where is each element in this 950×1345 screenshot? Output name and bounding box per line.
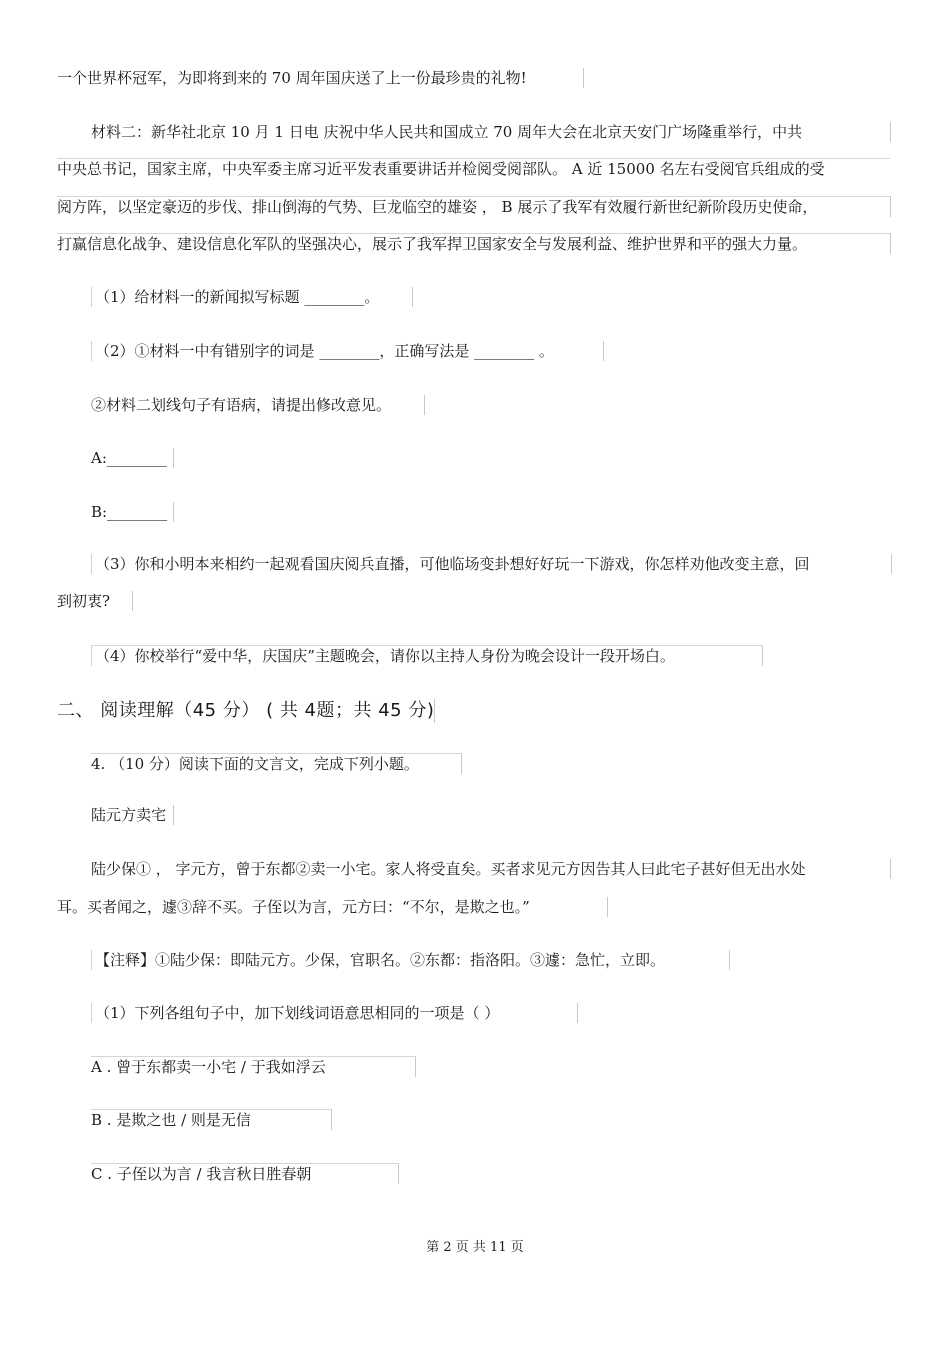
question-3-line-2: 到初衷? <box>57 591 133 611</box>
material-one-last-line: 一个世界杯冠军，为即将到来的 70 周年国庆送了上一份最珍贵的礼物! <box>57 68 584 88</box>
question-2-grammar: ②材料二划线句子有语病，请提出修改意见。 <box>91 395 425 415</box>
passage-notes: 【注释】①陆少保：即陆元方。少保，官职名。②东都：指洛阳。③遽：急忙，立即。 <box>91 950 730 970</box>
sub-question-1: （1）下列各组句子中，加下划线词语意思相同的一项是（ ） <box>91 1003 578 1023</box>
material-two-line-3: 阅方阵，以坚定豪迈的步伐、排山倒海的气势、巨龙临空的雄姿 ， B 展示了我军有效履行新世纪新阶段历史使命， <box>57 196 891 217</box>
material-two-line-2: 中央总书记，国家主席，中央军委主席习近平发表重要讲话并检阅受阅部队。 A 近 15000 名左右受阅官兵组成的受 <box>57 158 890 179</box>
passage-line-2: 耳。买者闻之，遽③辞不买。子侄以为言，元方曰：“不尔，是欺之也。” <box>57 897 608 917</box>
answer-b-blank: B:________ <box>91 502 174 522</box>
material-two-line-1: 材料二：新华社北京 10 月 1 日电 庆祝中华人民共和国成立 70 周年大会在北京天安门广场隆重举行，中共 <box>91 122 891 142</box>
question-4-prompt: 4. （10 分）阅读下面的文言文，完成下列小题。 <box>91 753 462 774</box>
question-1-title: （1）给材料一的新闻拟写标题 ________。 <box>91 287 413 307</box>
option-c: C . 子侄以为言 / 我言秋日胜春朝 <box>91 1163 399 1184</box>
passage-line-1: 陆少保① ， 字元方，曾于东都②卖一小宅。家人将受直矣。买者求见元方因告其人曰此宅子甚好但无出水处 <box>91 859 891 879</box>
question-4-line: （4）你校举行“爱中华，庆国庆”主题晚会，请你以主持人身份为晚会设计一段开场白。 <box>91 645 763 666</box>
material-two-line-4: 打赢信息化战争、建设信息化军队的坚强决心，展示了我军捍卫国家安全与发展利益、维护世界和平的强大力量。 <box>57 233 891 254</box>
question-2-typo: （2）①材料一中有错别字的词是 ________，正确写法是 ________ 。 <box>91 341 604 361</box>
passage-title: 陆元方卖宅 <box>91 805 174 825</box>
question-3-line-1: （3）你和小明本来相约一起观看国庆阅兵直播，可他临场变卦想好好玩一下游戏，你怎样劝他改变主意，回 <box>91 554 892 574</box>
page-footer: 第 2 页 共 11 页 <box>426 1240 524 1255</box>
answer-a-blank: A:________ <box>91 448 174 468</box>
section-two-heading: 二、 阅读理解（45 分） ( 共 4题；共 45 分) <box>57 700 435 721</box>
option-a: A . 曾于东都卖一小宅 / 于我如浮云 <box>91 1056 416 1077</box>
option-b: B . 是欺之也 / 则是无信 <box>91 1109 332 1130</box>
